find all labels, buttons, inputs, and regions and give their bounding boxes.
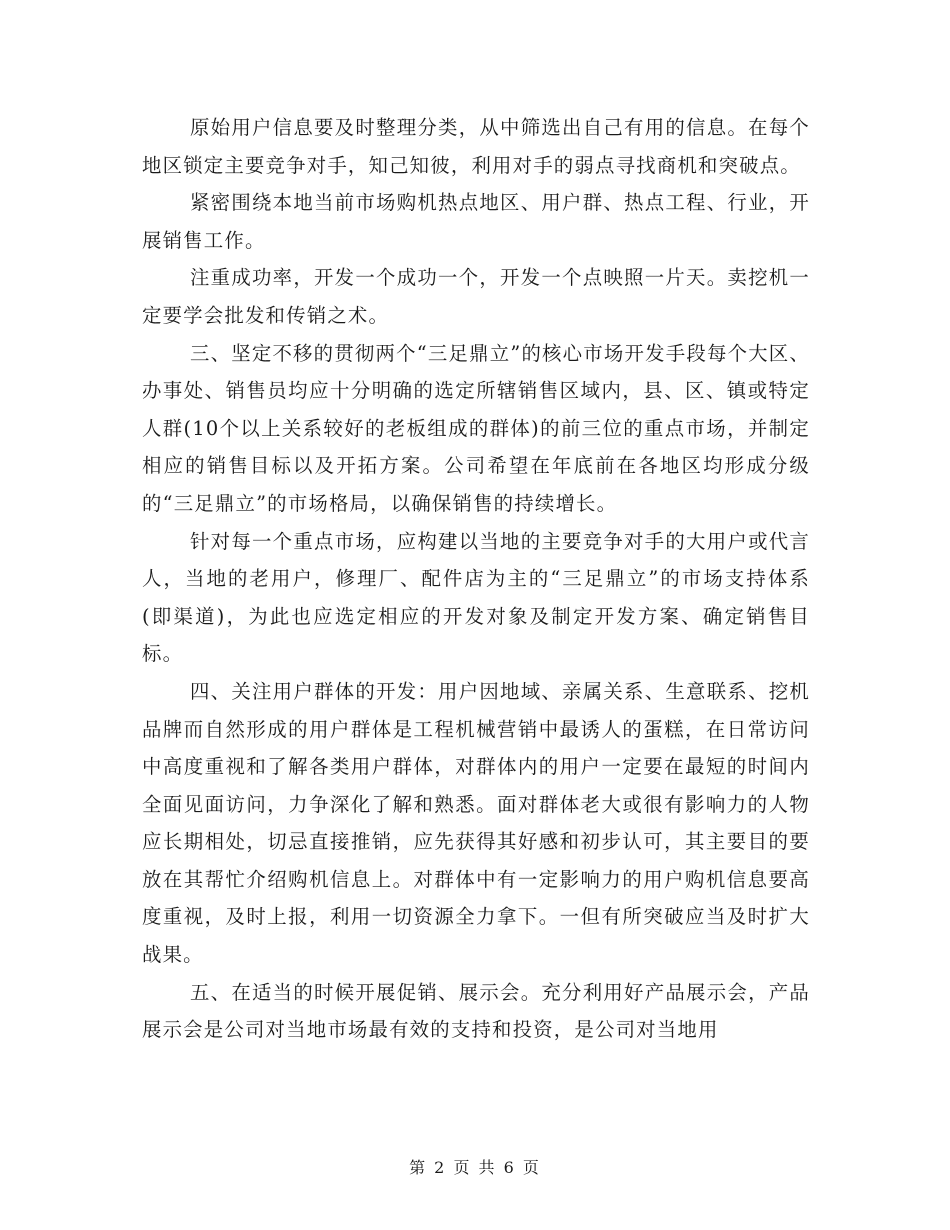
paragraph: 注重成功率，开发一个成功一个，开发一个点映照一片天。卖挖机一定要学会批发和传销之术。 — [142, 266, 810, 327]
document-body — [142, 109, 810, 1049]
paragraph: 三、坚定不移的贯彻两个“三足鼎立”的核心市场开发手段每个大区、办事处、销售员均应十分明确的选定所辖销售区域内，县、区、镇或特定人群(10个以上关系较好的老板组成的群体)的前三位的重点市场，并制定相应的销售目标以及开拓方案。公司希望在年底前在各地区均形成分级的“三足鼎立”的市场格局，以确保销售的持续增长。 — [142, 341, 810, 515]
paragraph: 五、在适当的时候开展促销、展示会。充分利用好产品展示会，产品展示会是公司对当地市场最有效的支持和投资，是公司对当地用 — [142, 980, 810, 1042]
paragraph: 紧密围绕本地当前市场购机热点地区、用户群、热点工程、行业，开展销售工作。 — [142, 191, 810, 252]
paragraph: 原始用户信息要及时整理分类，从中筛选出自己有用的信息。在每个地区锁定主要竞争对手，知己知彼，利用对手的弱点寻找商机和突破点。 — [142, 116, 810, 177]
paragraph: 针对每一个重点市场，应构建以当地的主要竞争对手的大用户或代言人，当地的老用户，修理厂、配件店为主的“三足鼎立”的市场支持体系(即渠道)，为此也应选定相应的开发对象及制定开发方案、确定销售目标。 — [142, 529, 810, 666]
paragraph: 四、关注用户群体的开发：用户因地域、亲属关系、生意联系、挖机品牌而自然形成的用户群体是工程机械营销中最诱人的蛋糕，在日常访问中高度重视和了解各类用户群体，对群体内的用户一定要在最短的时间内全面见面访问，力争深化了解和熟悉。面对群体老大或很有影响力的人物应长期相处，切忌直接推销，应先获得其好感和初步认可，其主要目的要放在其帮忙介绍购机信息上。对群体中有一定影响力的用户购机信息要高度重视，及时上报，利用一切资源全力拿下。一但有所突破应当及时扩大战果。 — [142, 679, 810, 967]
page-number-footer: 第 2 页 共 6 页 — [409, 1158, 541, 1177]
